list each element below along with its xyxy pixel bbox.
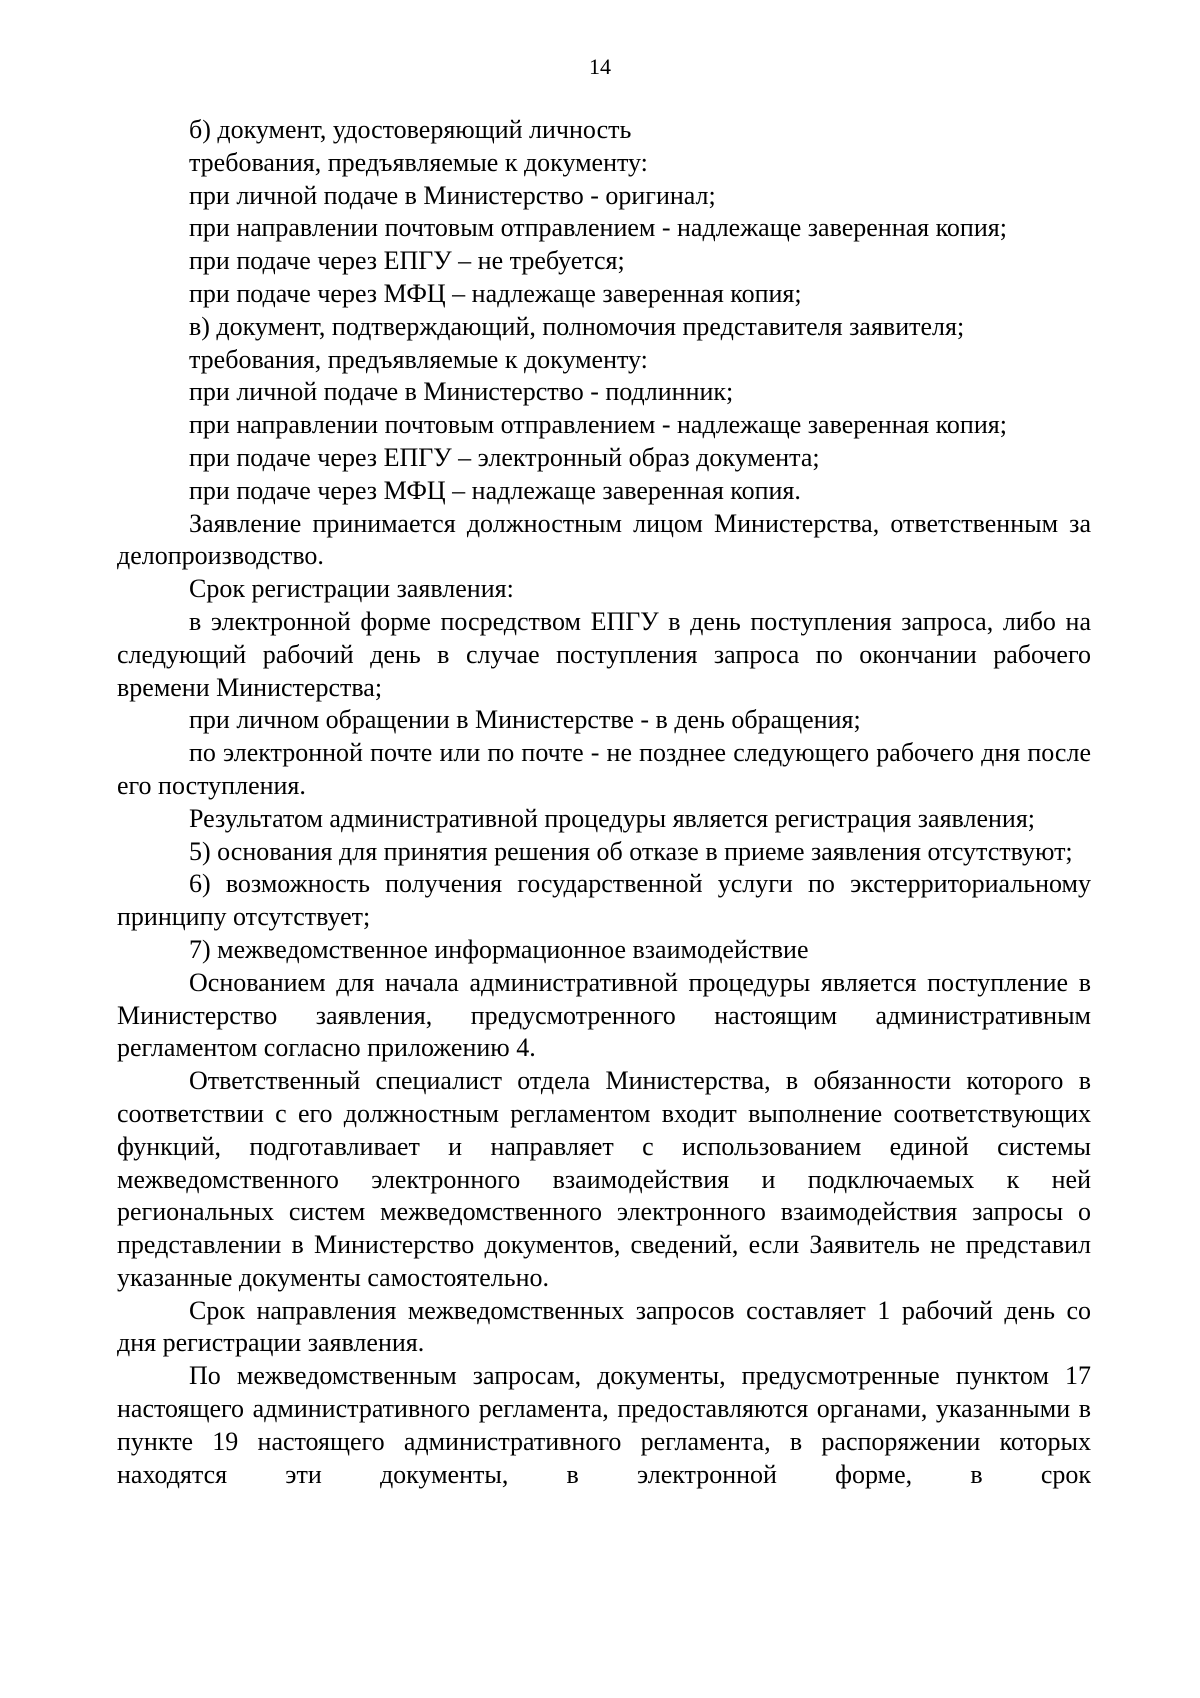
paragraph: требования, предъявляемые к документу:	[189, 344, 648, 374]
paragraph: Срок направления межведомственных запросов составляет 1 рабочий день со дня регистрации заявления.	[117, 1295, 1091, 1358]
paragraph: б) документ, удостоверяющий личность	[189, 115, 632, 144]
paragraph: по электронной почте или по почте - не позднее следующего рабочего дня после его поступления.	[117, 738, 1091, 800]
paragraph: Заявление принимается должностным лицом Министерства, ответственным за делопроизводство.	[117, 508, 1091, 571]
document-body	[117, 114, 1091, 1491]
paragraph: 6) возможность получения государственной услуги по экстерриториальному принципу отсутствует;	[117, 869, 1091, 932]
paragraph: требования, предъявляемые к документу:	[189, 147, 648, 177]
paragraph: Результатом административной процедуры является регистрация заявления;	[189, 803, 1036, 833]
paragraph: при подаче через ЕПГУ – не требуется;	[189, 246, 625, 276]
paragraph: 5) основания для принятия решения об отказе в приеме заявления отсутствуют;	[189, 836, 1073, 866]
page-number: 14	[589, 54, 611, 79]
paragraph: в электронной форме посредством ЕПГУ в день поступления запроса, либо на следующий рабочий день в случае поступления запроса по окончании рабочего времени Министерства;	[117, 606, 1091, 702]
paragraph: Основанием для начала административной процедуры является поступление в Министерство заявления, предусмотренного настоящим административным регламентом согласно приложению 4.	[117, 967, 1091, 1063]
paragraph: Ответственный специалист отдела Министерства, в обязанности которого в соответствии с его должностным регламентом входит выполнение соответствующих функций, подготавливает и направляет с использованием единой системы межведомственного электронного взаимодействия и подключаемых к ней региональных систем межведомственного электронного взаимодействия запросы о представлении в Министерство документов, сведений, если Заявитель не представил указанные документы самостоятельно.	[117, 1066, 1091, 1292]
paragraph: По межведомственным запросам, документы, предусмотренные пунктом 17 настоящего административного регламента, предоставляются органами, указанными в пункте 19 настоящего административного регламента, в распоряжении которых находятся эти документы, в электронной форме, в срок	[117, 1361, 1091, 1489]
paragraph: при подаче через ЕПГУ – электронный образ документа;	[189, 442, 820, 472]
paragraph: при личном обращении в Министерстве - в день обращения;	[189, 705, 861, 735]
paragraph: при подаче через МФЦ – надлежаще заверенная копия.	[189, 475, 801, 505]
paragraph: при направлении почтовым отправлением - надлежаще заверенная копия;	[189, 410, 1007, 440]
paragraph: при личной подаче в Министерство - подлинник;	[189, 377, 734, 407]
paragraph: при личной подаче в Министерство - оригинал;	[189, 180, 716, 210]
paragraph: при направлении почтовым отправлением - надлежаще заверенная копия;	[189, 213, 1007, 243]
paragraph: Срок регистрации заявления:	[189, 574, 514, 604]
paragraph: при подаче через МФЦ – надлежаще заверенная копия;	[189, 278, 802, 308]
paragraph: 7) межведомственное информационное взаимодействие	[189, 934, 809, 964]
paragraph: в) документ, подтверждающий, полномочия представителя заявителя;	[189, 311, 965, 341]
